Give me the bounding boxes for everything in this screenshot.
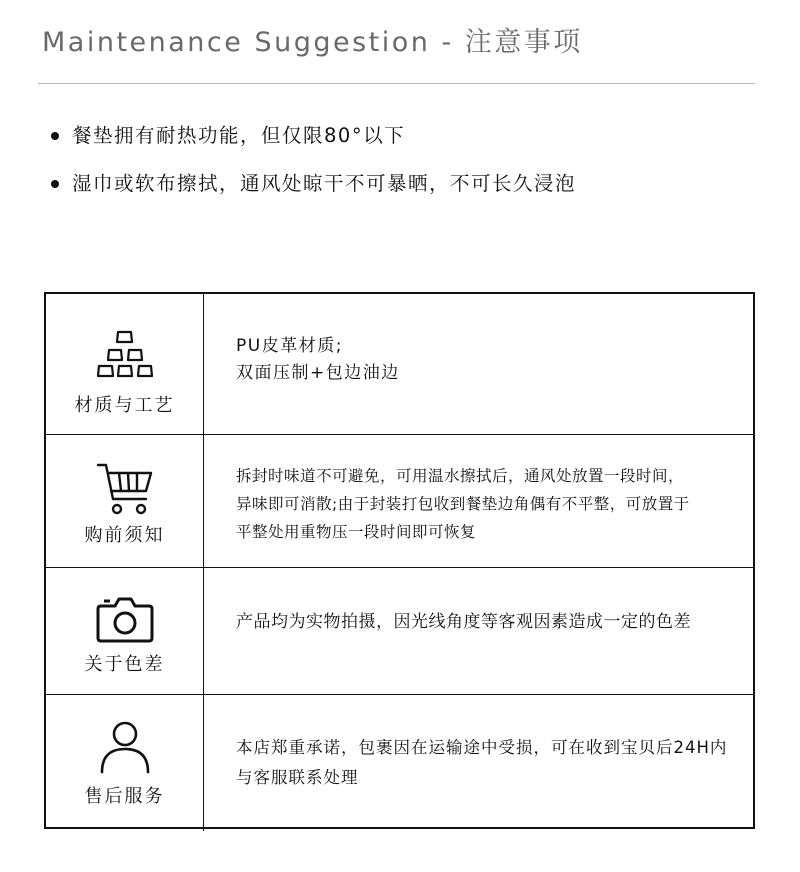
row-description	[236, 462, 733, 546]
description-line: PU皮革材质;	[236, 336, 343, 356]
description-line: 与客服联系处理	[236, 768, 359, 787]
description-line: 拆封时味道不可避免，可用温水擦拭后，通风处放置一段时间，	[236, 467, 685, 485]
row-label: 材质与工艺	[74, 395, 175, 416]
gold-bars-icon	[95, 328, 155, 384]
shopping-cart-icon	[95, 461, 155, 517]
table-row	[46, 695, 753, 828]
note-text: 餐垫拥有耐热功能，但仅限80°以下	[72, 124, 406, 147]
row-description	[236, 608, 733, 636]
row-label: 关于色差	[84, 654, 165, 675]
row-description	[236, 333, 733, 387]
row-label-cell	[46, 435, 203, 567]
note-text: 湿巾或软布擦拭，通风处晾干不可暴晒，不可长久浸泡	[72, 172, 577, 195]
description-line: 产品均为实物拍摄，因光线角度等客观因素造成一定的色差	[236, 612, 691, 632]
table-row	[46, 294, 753, 435]
row-label: 购前须知	[84, 525, 165, 546]
row-description	[236, 733, 733, 793]
title-divider	[38, 83, 755, 84]
table-column-divider	[203, 292, 204, 831]
table-row	[46, 568, 753, 695]
row-label-cell	[46, 695, 203, 827]
description-line: 异味即可消散;由于封装打包收到餐垫边角偶有不平整，可放置于	[236, 495, 690, 513]
info-table	[44, 292, 755, 829]
user-icon	[95, 719, 155, 775]
page-title: Maintenance Suggestion - 注意事项	[42, 27, 583, 58]
description-line: 平整处用重物压一段时间即可恢复	[236, 523, 477, 541]
notes-list	[48, 118, 576, 214]
row-label-cell	[46, 568, 203, 694]
row-label: 售后服务	[84, 786, 165, 807]
note-item	[48, 166, 576, 214]
description-line: 双面压制+包边油边	[236, 363, 400, 383]
description-line: 本店郑重承诺，包裹因在运输途中受损，可在收到宝贝后24H内	[236, 738, 728, 757]
bullet-dot-icon	[51, 180, 59, 188]
bullet-dot-icon	[51, 132, 59, 140]
camera-icon	[95, 592, 155, 648]
note-item	[48, 118, 576, 166]
table-row	[46, 435, 753, 568]
row-label-cell	[46, 294, 203, 434]
